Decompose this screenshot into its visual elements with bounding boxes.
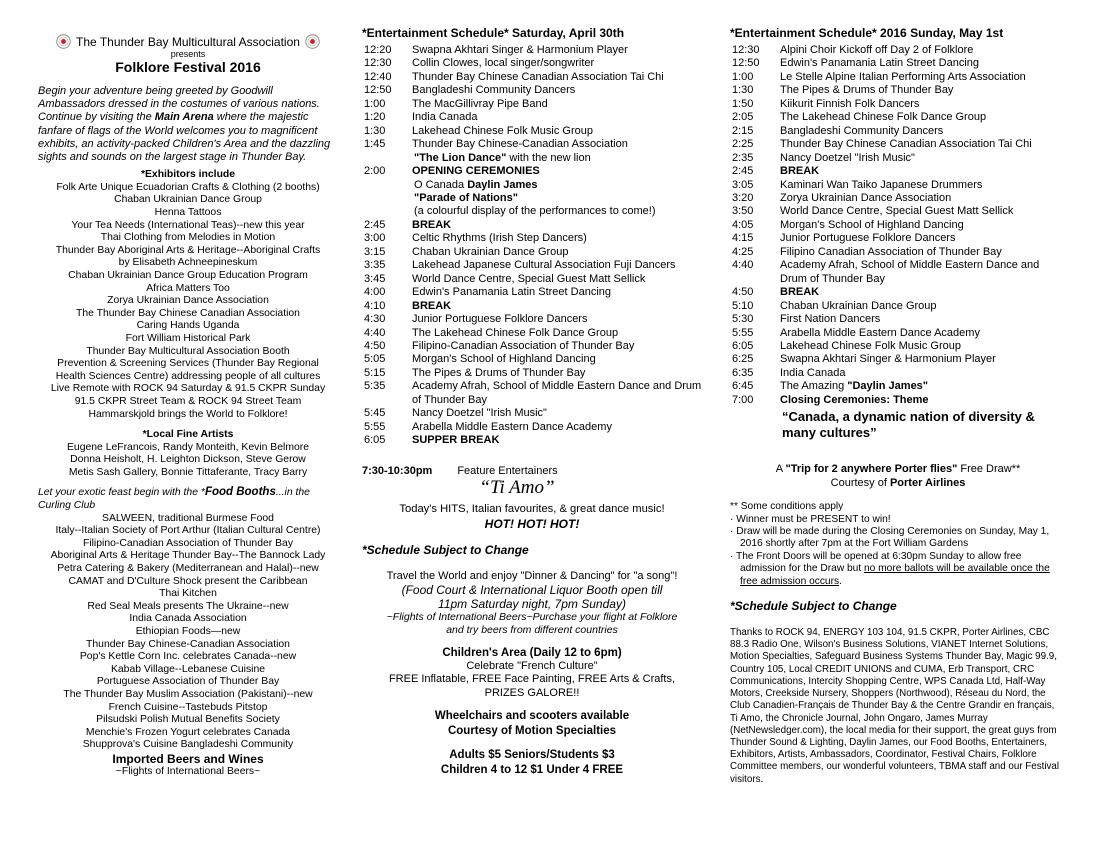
- porter-courtesy-line: [730, 477, 1066, 491]
- schedule-time: 4:40: [364, 326, 386, 339]
- artist-item: Eugene LeFrancois, Randy Monteith, Kevin Belmore: [66, 441, 309, 453]
- schedule-act: Lakehead Chinese Folk Music Group: [780, 339, 961, 352]
- food-booth-item: The Thunder Bay Muslim Association (Pakistani)--new: [63, 688, 313, 700]
- conditions-line: ** Some conditions apply: [730, 501, 844, 513]
- schedule-row: [730, 98, 1066, 111]
- schedule-row: [362, 111, 702, 124]
- main-arena-label: Main Arena: [154, 111, 214, 124]
- schedule-act: Thunder Bay Chinese Canadian Association Tai Chi: [412, 70, 664, 83]
- exhibitor-item: Zorya Ukrainian Dance Association: [107, 295, 269, 307]
- schedule-time: 3:35: [364, 259, 386, 272]
- daylin-james-label: Daylin James: [467, 178, 538, 191]
- middle-column: [362, 0, 702, 778]
- schedule-act: Bangladeshi Community Dancers: [412, 84, 576, 97]
- front-doors-text: · The Front Doors will be opened at 6:30pm Sunday to allow free admission for the Draw but: [730, 550, 1022, 575]
- schedule-row: [730, 246, 1066, 259]
- schedule-act: Zorya Ukrainian Dance Association: [780, 191, 952, 204]
- schedule-row: [362, 71, 702, 84]
- feature-label: Feature Entertainers: [457, 464, 558, 477]
- schedule-row: [730, 84, 1066, 97]
- left-column: [38, 0, 338, 779]
- schedule-row: [362, 340, 702, 353]
- schedule-row: [362, 259, 702, 272]
- schedule-act: India Canada: [412, 111, 478, 124]
- schedule-act: The Lakehead Chinese Folk Dance Group: [780, 111, 987, 124]
- schedule-time: 12:30: [732, 44, 760, 56]
- motion-specialties-line: Courtesy of Motion Specialties: [447, 725, 617, 738]
- schedule-row: [730, 205, 1066, 218]
- exhibitor-item: Health Sciences Centre) addressing people of all cultures: [55, 370, 321, 382]
- schedule-row: [730, 44, 1066, 57]
- schedule-time: 4:50: [364, 339, 386, 352]
- schedule-time: 5:10: [732, 299, 754, 312]
- schedule-act: Kaminari Wan Taiko Japanese Drummers: [780, 178, 983, 191]
- food-booth-item: Kabab Village--Lebanese Cuisine: [110, 663, 266, 675]
- break-label: SUPPER BREAK: [412, 434, 500, 447]
- food-booths-label: Food Booths: [204, 486, 276, 499]
- tbma-seal-icon: [305, 34, 320, 49]
- schedule-time: 2:35: [732, 151, 754, 164]
- trip-label: "Trip for 2 anywhere Porter flies": [785, 463, 958, 476]
- schedule-time: 4:30: [364, 313, 386, 326]
- schedule-row: [362, 286, 702, 299]
- schedule-time: 3:15: [364, 245, 386, 258]
- exhibitor-item: 91.5 CKPR Street Team & ROCK 94 Street Team: [74, 395, 302, 407]
- break-label: BREAK: [780, 165, 820, 178]
- parade-note: (a colourful display of the performances to come!): [414, 205, 656, 218]
- schedule-time: 3:45: [364, 272, 386, 285]
- schedule-time: 2:05: [732, 111, 754, 124]
- food-booth-item: Aboriginal Arts & Heritage Thunder Bay--The Bannock Lady: [50, 550, 326, 562]
- exhibitor-item: Folk Arte Unique Ecuadorian Crafts & Clothing (2 booths): [56, 181, 320, 193]
- exhibitors-heading: *Exhibitors include: [140, 169, 236, 181]
- exhibitor-item: Prevention & Screening Services (Thunder Bay Regional: [57, 358, 319, 370]
- schedule-time: 12:50: [364, 84, 392, 97]
- schedule-act: Filipino-Canadian Association of Thunder Bay: [412, 339, 635, 352]
- tbma-seal-icon: [56, 34, 71, 49]
- ocanada-label: O Canada: [414, 178, 468, 191]
- schedule-time: 4:00: [364, 286, 386, 299]
- schedule-time: 3:00: [364, 232, 386, 245]
- schedule-time: 4:10: [364, 299, 386, 312]
- schedule-row: [730, 367, 1066, 380]
- daylin-prefix: The Amazing: [780, 380, 848, 393]
- food-booth-item: Portuguese Association of Thunder Bay: [96, 676, 280, 688]
- food-booth-item: Pilsudski Polish Mutual Benefits Society: [96, 714, 280, 726]
- schedule-row: [730, 57, 1066, 70]
- porter-airlines-label: Porter Airlines: [889, 476, 966, 489]
- schedule-row: [730, 192, 1066, 205]
- exhibitors-list: [38, 182, 338, 421]
- schedule-time: 12:50: [732, 57, 760, 70]
- schedule-time: 1:30: [364, 124, 386, 137]
- schedule-act: Chaban Ukrainian Dance Group: [780, 299, 937, 312]
- exhibitor-item: Fort William Historical Park: [125, 332, 251, 344]
- schedule-time: 2:45: [364, 218, 386, 231]
- food-booth-item: Red Seal Meals presents The Ukraine--new: [87, 600, 289, 612]
- food-booth-item: SALWEEN, traditional Burmese Food: [102, 512, 274, 524]
- schedule-act: Thunder Bay Chinese Canadian Association Tai Chi: [780, 138, 1032, 151]
- schedule-act: Celtic Rhythms (Irish Step Dancers): [412, 232, 587, 245]
- exhibitor-item: Thunder Bay Aboriginal Arts & Heritage--Aboriginal Crafts: [55, 244, 321, 256]
- schedule-act: Junior Portuguese Folklore Dancers: [780, 232, 956, 245]
- org-name: The Thunder Bay Multicultural Association: [76, 34, 300, 49]
- food-booth-item: Thai Kitchen: [159, 588, 217, 600]
- schedule-time: 7:00: [732, 393, 754, 406]
- food-booth-item: Ethiopian Foods—new: [135, 626, 241, 637]
- schedule-time: 2:25: [732, 138, 754, 151]
- schedule-act: Edwin's Panamania Latin Street Dancing: [780, 57, 979, 70]
- exhibitor-item: Chaban Ukrainian Dance Group Education Program: [68, 269, 308, 281]
- sunday-schedule: [730, 44, 1066, 441]
- french-culture-line: Celebrate "French Culture": [466, 659, 598, 672]
- courtesy-prefix: Courtesy of: [830, 476, 890, 489]
- schedule-row: [730, 340, 1066, 353]
- closing-theme: “Canada, a dynamic nation of diversity & many cultures”: [782, 409, 1035, 441]
- schedule-time: 12:20: [364, 44, 392, 56]
- schedule-row: [362, 246, 702, 259]
- schedule-act: Nancy Doetzel "Irish Music": [412, 407, 547, 420]
- right-column: [730, 0, 1066, 786]
- trip-suffix: Free Draw**: [957, 463, 1021, 476]
- schedule-time: 6:45: [732, 380, 754, 393]
- schedule-act: Collin Clowes, local singer/songwriter: [412, 57, 595, 70]
- exhibitor-item: Hammarskjold brings the World to Folklore!: [88, 408, 288, 420]
- schedule-time: 6:05: [364, 434, 386, 447]
- schedule-row: [730, 327, 1066, 340]
- schedule-row: [362, 98, 702, 111]
- feature-time: 7:30-10:30pm: [362, 464, 433, 477]
- food-booth-item: Filipino-Canadian Association of Thunder Bay: [82, 537, 294, 549]
- schedule-time: 1:20: [364, 111, 386, 124]
- schedule-time: 1:00: [364, 97, 386, 110]
- schedule-row: [362, 300, 702, 313]
- schedule-time: 1:30: [732, 84, 754, 97]
- schedule-row: [362, 84, 702, 97]
- travel-line: Travel the World and enjoy "Dinner & Dancing" for "a song"!: [386, 569, 678, 582]
- feature-line: [362, 465, 702, 478]
- thanks-paragraph: Thanks to ROCK 94, ENERGY 103 104, 91.5 CKPR, Porter Airlines, CBC 88.3 Radio One, Wilson's Business Solutions, VIANET Internet Solutions, Motion Specialties, Safeguard Business Systems Thunder Bay, Magic 99.9, Country 105, Local CREDIT UNIONS and CUMA, Erb Transport, CRC Communications, Intercity Shopping Centre, WPS Canada Ltd, Half-Way Motors, Creekside Nursery, Shoppers (Northwood), Réseau du Nord, the Club Canadien-Français de Thunder Bay & the Centre Grandir en français, Ti Amo, the Chronicle Journal, John Ongaro, James Murray (NetNewsledger.com), the local media for their support, the great guys from Thunder Sound & Lighting, Daylin James, our Food Booths, Entertainers, Exhibitors, Artists, Ambassadors, Coordinator, Festival Chairs, Folklore Committee members, our wonderful volunteers, TBMA staff and our Festival visitors.: [730, 627, 1060, 785]
- schedule-act: The Pipes & Drums of Thunder Bay: [412, 366, 586, 379]
- condition-note: · Draw will be made during the Closing Ceremonies on Sunday, May 1, 2016 shortly after 7pm at the Fort William Gardens: [730, 526, 1050, 550]
- schedule-time: 5:55: [364, 420, 386, 433]
- schedule-row: [362, 44, 702, 57]
- schedule-act: World Dance Centre, Special Guest Matt Sellick: [412, 272, 646, 285]
- schedule-act: Nancy Doetzel "Irish Music": [780, 151, 915, 164]
- prizes-line: PRIZES GALORE!!: [484, 686, 580, 699]
- try-beers-line: and try beers from different countries: [446, 623, 618, 636]
- schedule-act: Arabella Middle Eastern Dance Academy: [412, 420, 612, 433]
- draw-conditions: [730, 501, 1066, 588]
- adult-prices: Adults $5 Seniors/Students $3: [449, 749, 615, 762]
- schedule-act: Filipino Canadian Association of Thunder Bay: [780, 245, 1002, 258]
- exhibitor-item: Henna Tattoos: [154, 207, 222, 218]
- saturday-schedule-heading: *Entertainment Schedule* Saturday, April 30th: [362, 26, 625, 40]
- saturday-schedule: [362, 44, 702, 448]
- schedule-row: [362, 367, 702, 380]
- food-booth-item: Menchie's Frozen Yogurt celebrates Canada: [85, 726, 291, 738]
- sunday-schedule-heading: *Entertainment Schedule* 2016 Sunday, May 1st: [730, 26, 1004, 40]
- schedule-time: 5:05: [364, 353, 386, 366]
- schedule-row: [730, 152, 1066, 165]
- exhibitor-item: Thai Clothing from Melodies in Motion: [100, 232, 276, 244]
- schedule-row: [362, 313, 702, 326]
- food-court-line: (Food Court & International Liquor Booth open till: [401, 582, 663, 597]
- schedule-row: [730, 219, 1066, 232]
- schedule-time: 3:50: [732, 205, 754, 218]
- food-booth-item: French Cuisine--Tastebuds Pitstop: [108, 701, 268, 713]
- schedule-act: Bangladeshi Community Dancers: [780, 124, 944, 137]
- schedule-time: 1:50: [732, 97, 754, 110]
- artists-heading: *Local Fine Artists: [142, 429, 234, 441]
- artist-item: Donna Heisholt, H. Leighton Dickson, Steve Gerow: [70, 454, 306, 466]
- artists-list: [38, 442, 338, 480]
- schedule-row: [730, 353, 1066, 366]
- food-booth-item: CAMAT and D'Culture Shock present the Caribbean: [68, 575, 308, 587]
- artist-item: Metis Sash Gallery, Bonnie Tittaferante, Tracy Barry: [68, 466, 308, 478]
- food-booth-item: Thunder Bay Chinese-Canadian Association: [86, 638, 290, 650]
- schedule-time: 1:45: [364, 138, 386, 151]
- schedule-row: [730, 259, 1066, 286]
- schedule-row: [730, 125, 1066, 138]
- schedule-time: 6:35: [732, 366, 754, 379]
- schedule-act: Chaban Ukrainian Dance Group: [412, 245, 569, 258]
- schedule-time: 5:35: [364, 380, 386, 393]
- ti-amo-title: “Ti Amo”: [479, 476, 555, 498]
- closing-ceremonies-label: Closing Ceremonies: Theme: [780, 393, 929, 406]
- exhibitor-item: Live Remote with ROCK 94 Saturday & 91.5 CKPR Sunday: [50, 383, 326, 395]
- schedule-act: Edwin's Panamania Latin Street Dancing: [412, 286, 611, 299]
- exhibitor-item: Caring Hands Uganda: [136, 320, 240, 332]
- no-more-ballots-text: no more ballots will be available once the free admission occurs: [740, 563, 1050, 587]
- food-intro-text: ...in the Curling Club: [38, 487, 310, 512]
- presents-label: presents: [170, 49, 206, 59]
- schedule-act: Swapna Akhtari Singer & Harmonium Player: [412, 44, 628, 56]
- schedule-time: 5:30: [732, 313, 754, 326]
- break-label: BREAK: [780, 286, 820, 299]
- schedule-row: [730, 380, 1066, 393]
- conditions-list: [730, 514, 1066, 551]
- schedule-row: [730, 179, 1066, 192]
- flights-line: ~Flights of International Beers~Purchase your flight at Folklore: [386, 610, 678, 623]
- schedule-act: Lakehead Japanese Cultural Association Fuji Dancers: [412, 259, 676, 272]
- schedule-time: 2:00: [364, 165, 386, 178]
- intro-text-1: Begin your adventure being greeted by Goodwill Ambassadors dressed in the costumes of various nations. Continue by visiting the: [38, 85, 320, 124]
- schedule-row: [362, 407, 702, 420]
- schedule-row: [362, 125, 702, 138]
- opening-ceremonies-label: OPENING CEREMONIES: [412, 165, 540, 178]
- condition-note: · Winner must be PRESENT to win!: [730, 513, 891, 525]
- exhibitor-item: Chaban Ukrainian Dance Group: [114, 194, 262, 206]
- schedule-row: [362, 138, 702, 151]
- trip-draw-line: [730, 463, 1066, 477]
- ocanada-line: [362, 179, 702, 192]
- break-label: BREAK: [412, 299, 452, 312]
- schedule-time: 4:25: [732, 245, 754, 258]
- schedule-row: [730, 232, 1066, 245]
- schedule-time: 6:05: [732, 339, 754, 352]
- schedule-row: [362, 219, 702, 232]
- food-booth-item: Shupprova's Cuisine Bangladeshi Community: [82, 739, 294, 751]
- schedule-act: Academy Afrah, School of Middle Eastern Dance and Drum of Thunder Bay: [780, 259, 1040, 285]
- schedule-act: The Pipes & Drums of Thunder Bay: [780, 84, 954, 97]
- exhibitor-item: Thunder Bay Multicultural Association Booth: [86, 345, 290, 357]
- schedule-row: [730, 286, 1066, 299]
- beers-subheading: ~Flights of International Beers~: [115, 765, 261, 777]
- schedule-act: Lakehead Chinese Folk Music Group: [412, 124, 593, 137]
- schedule-row: [730, 300, 1066, 313]
- exhibitor-item: Your Tea Needs (International Teas)--new this year: [71, 219, 305, 231]
- front-doors-note: [730, 551, 1066, 588]
- schedule-act: Arabella Middle Eastern Dance Academy: [780, 326, 980, 339]
- schedule-time: 4:15: [732, 232, 754, 245]
- exhibitor-item: Africa Matters Too: [146, 282, 230, 294]
- schedule-act: The Lakehead Chinese Folk Dance Group: [412, 326, 619, 339]
- schedule-act: Thunder Bay Chinese-Canadian Association: [412, 138, 628, 151]
- food-booth-item: Petra Catering & Bakery (Mediterranean and Halal)--new: [57, 563, 319, 575]
- schedule-act: Junior Portuguese Folklore Dancers: [412, 313, 588, 326]
- break-label: BREAK: [412, 218, 452, 231]
- schedule-row: [362, 353, 702, 366]
- schedule-row: [362, 57, 702, 70]
- schedule-row: [730, 138, 1066, 151]
- daylin-james-label: "Daylin James": [847, 380, 929, 393]
- schedule-act: India Canada: [780, 366, 846, 379]
- food-list: [38, 513, 338, 752]
- beers-heading: Imported Beers and Wines: [112, 751, 264, 766]
- schedule-act: First Nation Dancers: [780, 313, 881, 326]
- schedule-row: [362, 421, 702, 434]
- schedule-row: [730, 71, 1066, 84]
- schedule-time: 12:30: [364, 57, 392, 70]
- parade-of-nations-label: "Parade of Nations": [414, 191, 518, 204]
- children-prices: Children 4 to 12 $1 Under 4 FREE: [440, 764, 624, 777]
- schedule-act: World Dance Centre, Special Guest Matt Sellick: [780, 205, 1014, 218]
- schedule-act: Morgan's School of Highland Dancing: [412, 353, 596, 366]
- schedule-time: 2:45: [732, 165, 754, 178]
- schedule-act: Le Stelle Alpine Italian Performing Arts Association: [780, 70, 1026, 83]
- feature-description: Today's HITS, Italian favourites, & great dance music!: [399, 502, 665, 515]
- schedule-time: 4:50: [732, 286, 754, 299]
- lion-dance-line: [362, 152, 702, 165]
- schedule-act: Morgan's School of Highland Dancing: [780, 218, 964, 231]
- trip-prefix: A: [775, 463, 786, 476]
- food-intro-text: Let your exotic feast begin with the *: [38, 487, 205, 499]
- schedule-subject-note: *Schedule Subject to Change: [730, 599, 897, 614]
- schedule-time: 6:25: [732, 353, 754, 366]
- lion-dance-label: "The Lion Dance": [414, 151, 507, 164]
- schedule-row: [362, 165, 702, 178]
- schedule-row: [362, 273, 702, 286]
- food-intro: [38, 486, 338, 512]
- free-activities-line: FREE Inflatable, FREE Face Painting, FREE Arts & Crafts,: [388, 673, 676, 686]
- food-booth-item: India Canada Association: [129, 613, 247, 625]
- schedule-row: [730, 394, 1066, 407]
- schedule-row: [362, 327, 702, 340]
- food-booth-item: Pop's Kettle Corn Inc. celebrates Canada--new: [79, 651, 297, 663]
- schedule-act: The MacGillivray Pipe Band: [412, 97, 548, 110]
- intro-text-2: where the majestic fanfare of flags of the World welcomes you to magnificent exhibits, an activity-packed Children's Area and the dazzling sights and sounds on the largest stage in Thunder Bay.: [38, 111, 331, 164]
- schedule-time: 4:40: [732, 259, 754, 272]
- schedule-act: Academy Afrah, School of Middle Eastern Dance and Drum of Thunder Bay: [412, 380, 702, 406]
- org-header: [38, 34, 338, 49]
- schedule-time: 5:45: [364, 407, 386, 420]
- schedule-row: [730, 111, 1066, 124]
- schedule-act: Kiikurit Finnish Folk Dancers: [780, 97, 920, 110]
- schedule-subject-note: *Schedule Subject to Change: [362, 542, 529, 557]
- schedule-time: 2:15: [732, 124, 754, 137]
- schedule-row: [730, 313, 1066, 326]
- schedule-row: [362, 232, 702, 245]
- front-doors-end: .: [839, 575, 842, 587]
- exhibitor-item: by Elisabeth Achneepineskum: [118, 257, 258, 269]
- page-title: Folklore Festival 2016: [115, 59, 261, 75]
- schedule-time: 3:20: [732, 191, 754, 204]
- wheelchairs-line: Wheelchairs and scooters available: [434, 710, 630, 723]
- schedule-time: 4:05: [732, 218, 754, 231]
- hot-hot-hot: HOT! HOT! HOT!: [484, 516, 580, 531]
- hours-line: 11pm Saturday night, 7pm Sunday): [438, 596, 626, 611]
- lion-dance-note: with the new lion: [506, 151, 591, 164]
- schedule-row: [730, 165, 1066, 178]
- schedule-time: 1:00: [732, 70, 754, 83]
- schedule-time: 3:05: [732, 178, 754, 191]
- schedule-time: 12:40: [364, 70, 392, 83]
- exhibitor-item: The Thunder Bay Chinese Canadian Association: [76, 307, 300, 319]
- schedule-act: Swapna Akhtari Singer & Harmonium Player: [780, 353, 996, 366]
- schedule-time: 5:15: [364, 366, 386, 379]
- schedule-time: 5:55: [732, 326, 754, 339]
- schedule-act: Alpini Choir Kickoff off Day 2 of Folklore: [780, 44, 974, 56]
- food-booth-item: Italy--Italian Society of Port Arthur (Italian Cultural Centre): [55, 525, 321, 537]
- schedule-row: [362, 434, 702, 447]
- intro-paragraph: [38, 85, 338, 164]
- childrens-area-heading: Children's Area (Daily 12 to 6pm): [442, 646, 622, 659]
- schedule-row: [362, 380, 702, 407]
